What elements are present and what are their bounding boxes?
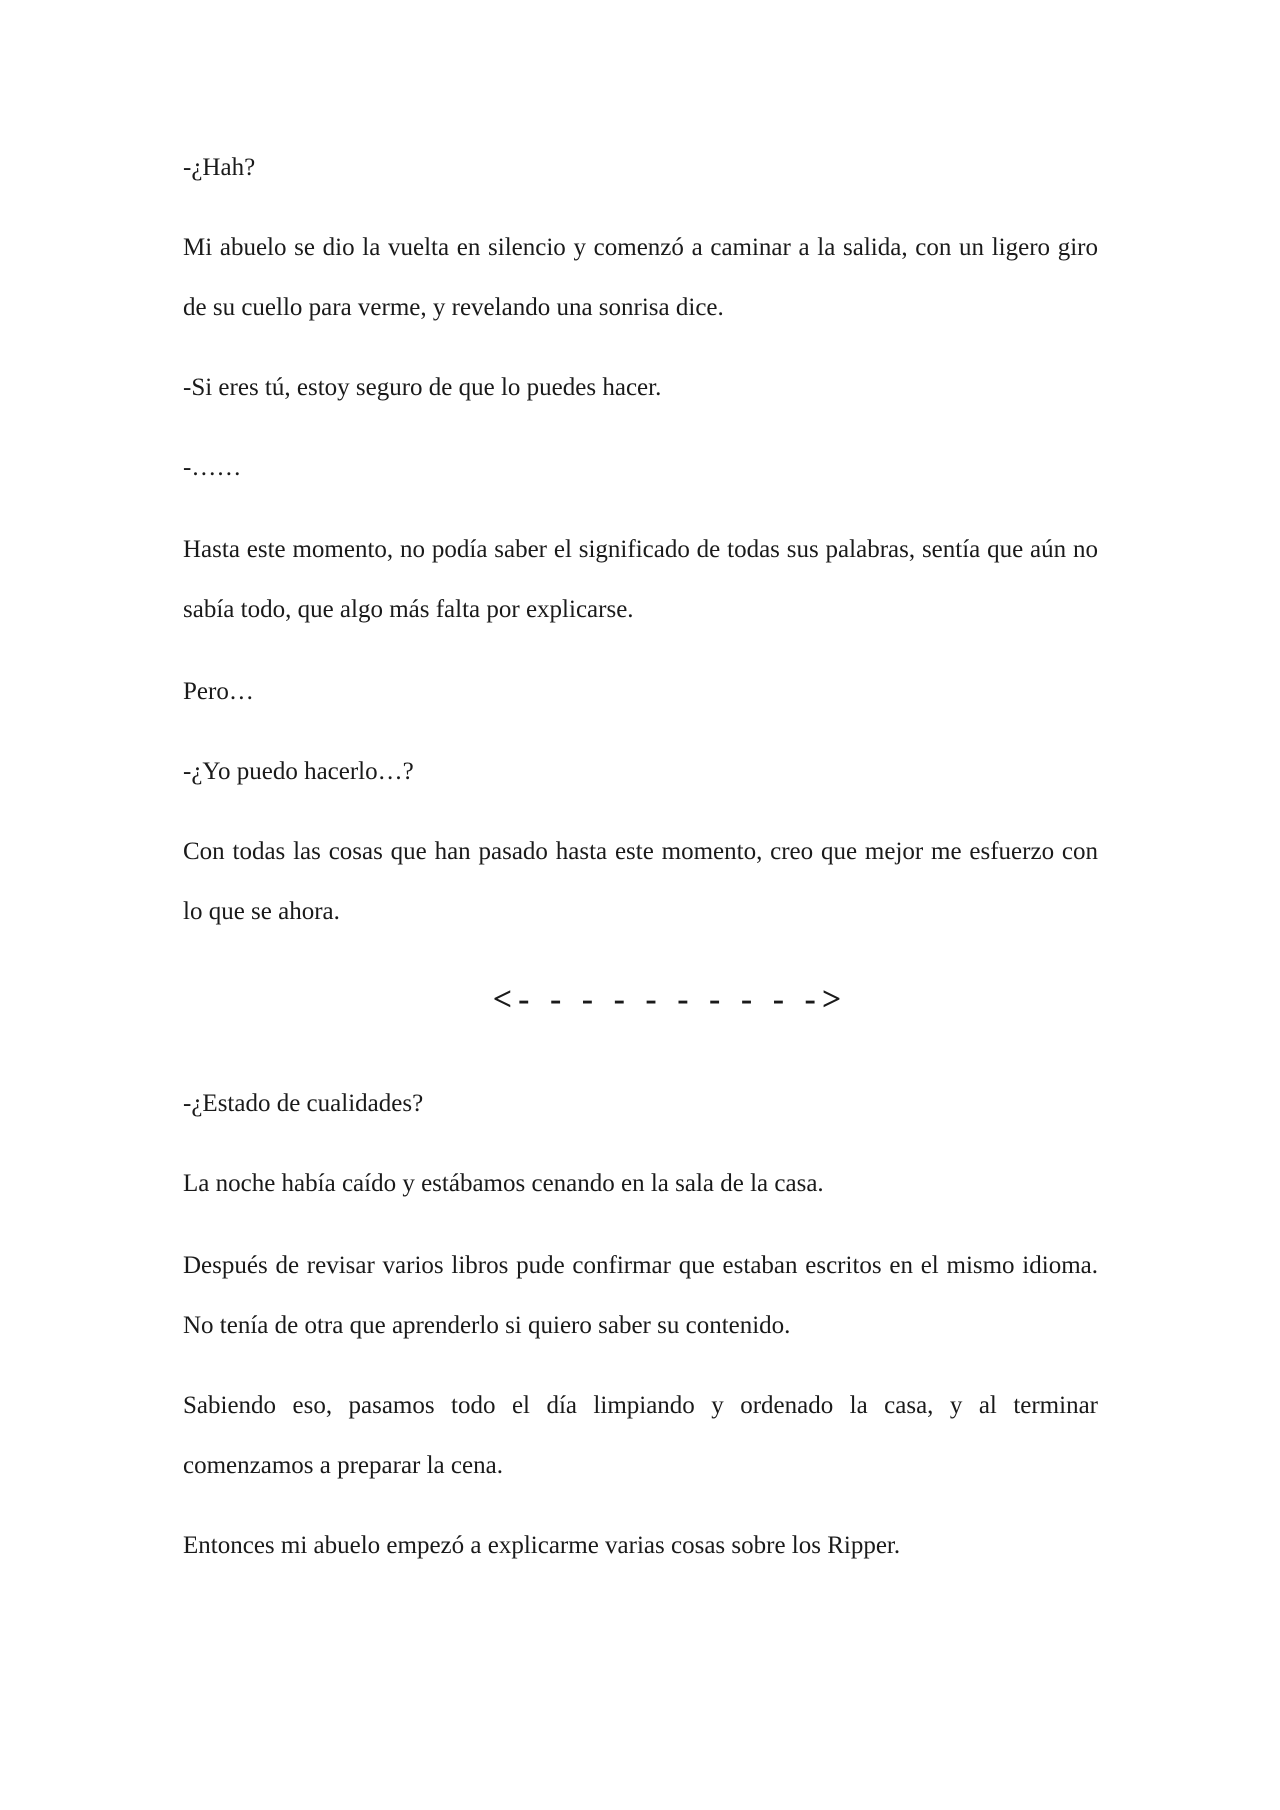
paragraph-estado-cualidades: -¿Estado de cualidades?: [183, 1090, 424, 1117]
paragraph-ellipsis: -……: [183, 454, 242, 481]
paragraph-hasta-este-momento: Hasta este momento, no podía saber el significado de todas sus palabras, sentía que aún no sabía todo, que algo más falta por explicarse.: [183, 536, 1098, 623]
paragraph-hah: -¿Hah?: [183, 154, 256, 181]
paragraph-si-eres-tu: -Si eres tú, estoy seguro de que lo puedes hacer.: [183, 374, 662, 401]
paragraph-yo-puedo: -¿Yo puedo hacerlo…?: [183, 758, 414, 785]
paragraph-con-todas: Con todas las cosas que han pasado hasta este momento, creo que mejor me esfuerzo con lo que se ahora.: [183, 838, 1098, 925]
paragraph-abuelo-vuelta: Mi abuelo se dio la vuelta en silencio y comenzó a caminar a la salida, con un ligero giro de su cuello para verme, y revelando una sonrisa dice.: [183, 234, 1098, 321]
paragraph-pero: Pero…: [183, 678, 254, 705]
scene-separator: <- - - - - - - - - ->: [492, 981, 848, 1018]
paragraph-la-noche: La noche había caído y estábamos cenando en la sala de la casa.: [183, 1170, 824, 1197]
paragraph-entonces: Entonces mi abuelo empezó a explicarme varias cosas sobre los Ripper.: [183, 1532, 901, 1559]
paragraph-sabiendo-eso: Sabiendo eso, pasamos todo el día limpiando y ordenado la casa, y al terminar comenzamos a preparar la cena.: [183, 1392, 1098, 1479]
paragraph-despues-revisar: Después de revisar varios libros pude confirmar que estaban escritos en el mismo idioma. No tenía de otra que aprenderlo si quiero saber su contenido.: [183, 1252, 1098, 1339]
